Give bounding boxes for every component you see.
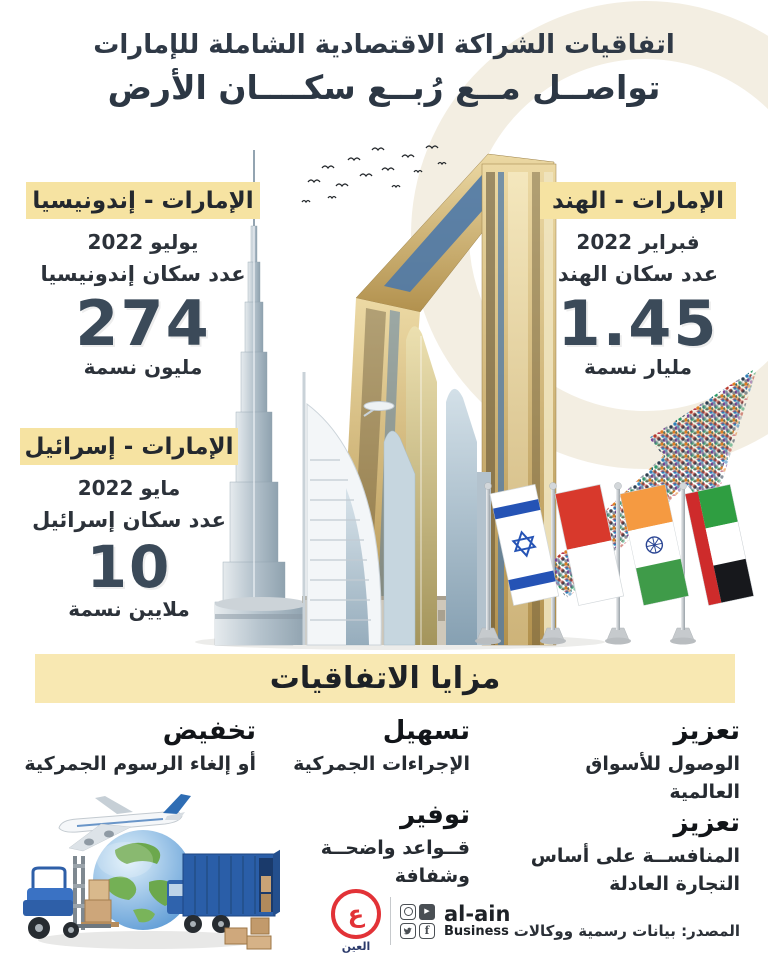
brand-name: al-ain [444,902,511,927]
alain-business-logo [331,889,510,953]
panel-indonesia-date: يوليو 2022 [87,230,199,254]
alain-logo-circle [331,889,381,939]
logistics-illustration [15,788,280,958]
alain-logo-glyph: ع [347,900,365,928]
panel-indonesia-header: الإمارات - إندونيسيا [26,182,260,219]
benefit-clear-rules [315,800,470,890]
panel-israel-value: 10 [86,533,172,601]
benefit-fair-trade [530,808,740,898]
benefit-tariff-reduction [24,716,256,779]
benefit-title: توفير [400,800,470,830]
panel-india-date: فبراير 2022 [576,230,700,254]
benefit-desc: الوصول للأسواق العالمية [585,753,740,803]
panel-indonesia [26,182,260,379]
panel-india-value: 1.45 [557,287,719,360]
uae-flag [685,484,754,605]
panel-indonesia-value: 274 [75,287,211,360]
panel-indonesia-label: عدد سكان إندونيسيا [40,262,246,286]
panel-israel-header: الإمارات - إسرائيل [20,428,238,465]
benefits-banner: مزايا الاتفاقيات [35,654,735,703]
title-line1: اتفاقيات الشراكة الاقتصادية الشاملة للإمارات [93,30,675,60]
israel-flag [490,484,559,605]
birds-icon [302,146,446,202]
facebook-icon: f [419,923,435,939]
title-line2: تواصــل مــع رُبــع سكــــان الأرض [107,68,661,107]
source-note: المصدر: بيانات رسمية ووكالات [513,922,740,940]
panel-india-label: عدد سكان الهند [557,262,719,286]
instagram-icon [400,904,416,920]
panel-indonesia-unit: مليون نسمة [83,355,203,380]
alain-logo-arabic: العين [341,940,371,953]
twitter-icon [400,923,416,939]
page-title [0,30,768,107]
social-icons [400,904,435,939]
benefit-desc: أو إلغاء الرسوم الجمركية [24,753,256,775]
panel-israel-date: مايو 2022 [77,476,181,500]
brand-subtitle: Business [444,924,509,940]
alain-logo [331,889,381,953]
benefit-title: تخفيض [162,716,256,746]
panel-india-header: الإمارات - الهند [540,182,736,219]
panel-israel-unit: ملايين نسمة [68,596,190,621]
benefit-customs-procedures [285,716,470,779]
benefit-desc: قــواعد واضحــة وشفافة [320,837,470,887]
panel-india [540,182,736,379]
benefit-desc: الإجراءات الجمركية [293,753,470,775]
benefit-desc: المنافســة على أساس التجارة العادلة [530,845,740,895]
benefit-market-access [515,716,740,806]
benefit-title: تعزيز [673,716,740,746]
panel-india-unit: مليار نسمة [583,355,693,380]
benefit-title: تعزيز [673,808,740,838]
india-flag [620,484,689,605]
panel-israel [20,428,238,621]
flags-row [455,468,759,658]
panel-israel-label: عدد سكان إسرائيل [32,508,226,532]
youtube-icon: ▶ [419,904,435,920]
benefit-title: تسهيل [382,716,470,746]
brand-text [444,903,510,939]
brand-divider [390,897,391,945]
indonesia-flag [555,484,624,605]
